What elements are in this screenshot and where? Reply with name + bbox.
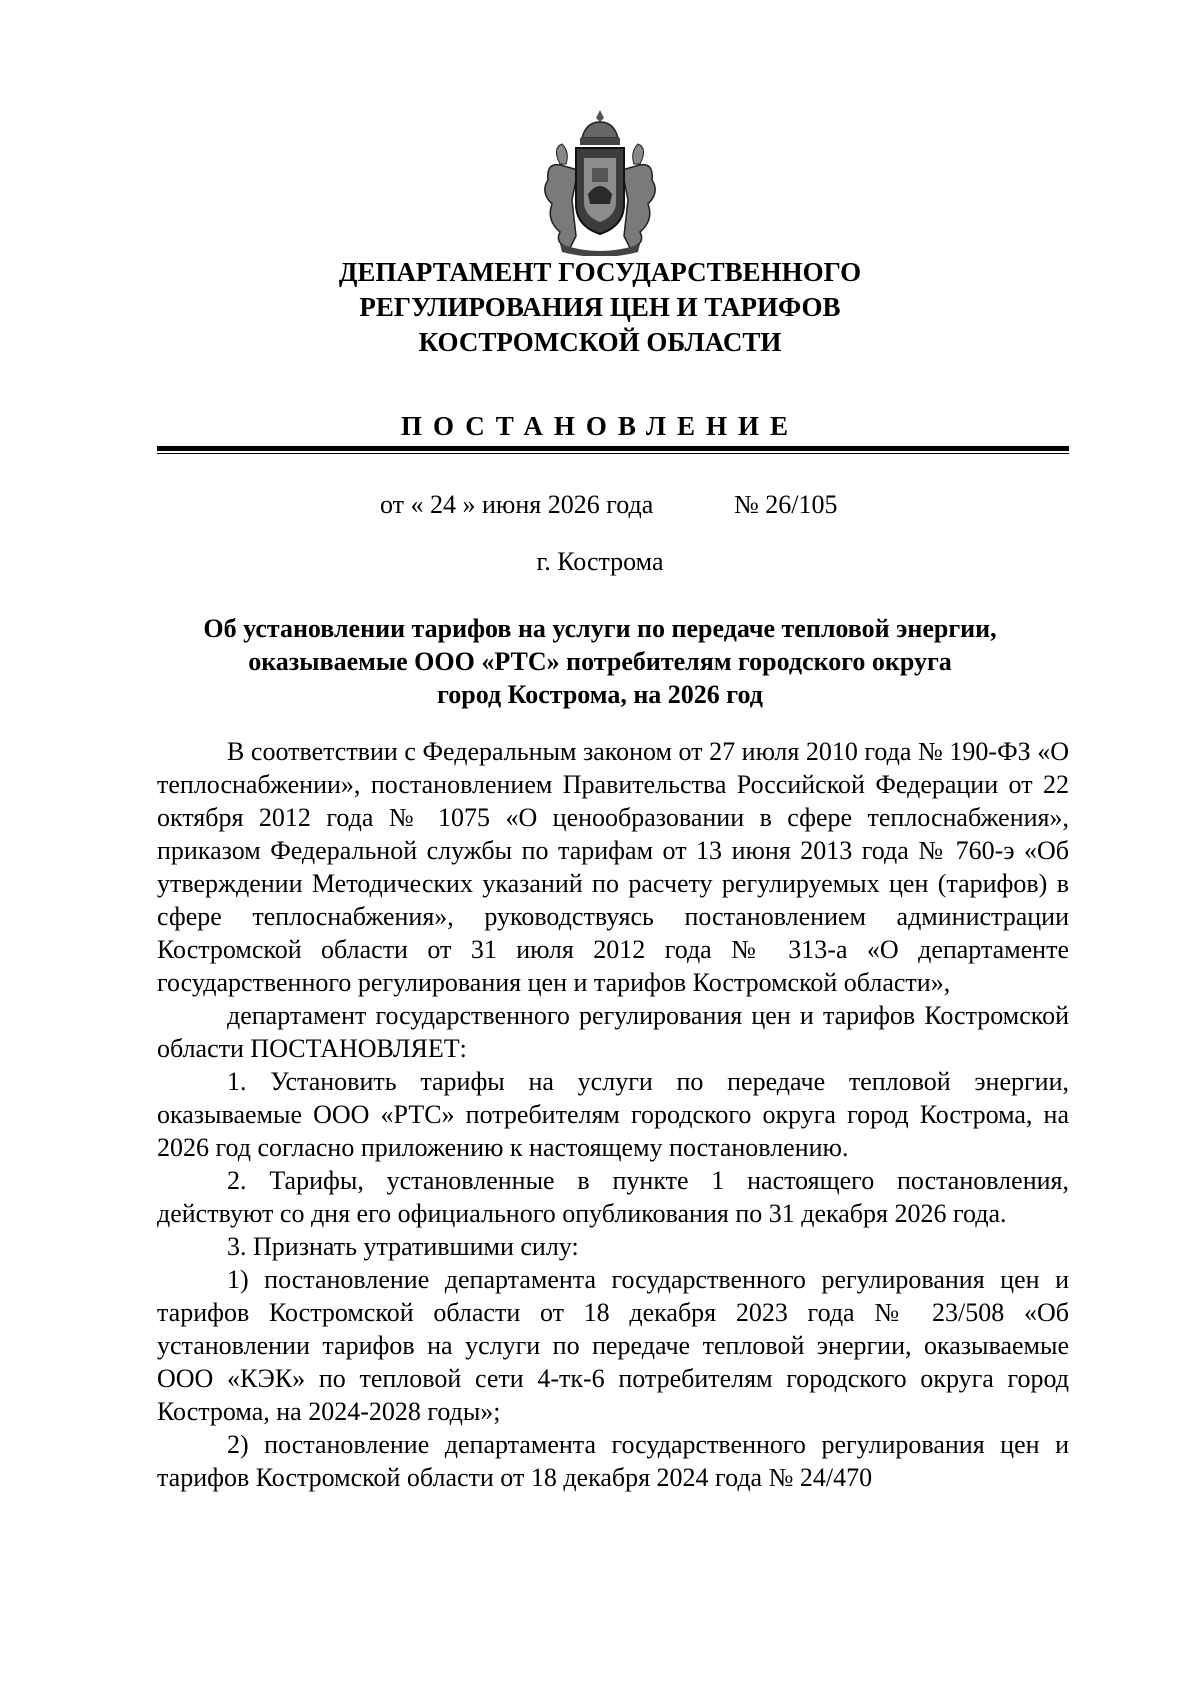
coat-of-arms-emblem — [530, 108, 670, 256]
document-body — [157, 735, 1069, 1494]
subject-line: оказываемые ООО «РТС» потребителям городского округа — [248, 647, 952, 676]
department-name-line-2: РЕГУЛИРОВАНИЯ ЦЕН И ТАРИФОВ — [359, 292, 841, 322]
resolution-paragraph: департамент государственного регулирования цен и тарифов Костромской области ПОСТАНОВЛЯЕТ: — [157, 1001, 1069, 1063]
document-city: г. Кострома — [536, 547, 664, 576]
clause-3-paragraph: 3. Признать утратившими силу: — [227, 1232, 579, 1261]
subject-line: Об установлении тарифов на услуги по передаче тепловой энергии, — [203, 614, 997, 643]
document-subject — [0, 612, 1200, 711]
document-date: от « 24 » июня 2026 года — [380, 490, 654, 519]
document-type-title: ПОСТАНОВЛЕНИЕ — [400, 411, 800, 441]
preamble-paragraph: В соответствии с Федеральным законом от 27 июля 2010 года № 190-ФЗ «О теплоснабжении», постановлением Правительства Российской Федерации от 22 октября 2012 года № 1075 «О ценообразовании в сфере теплоснабжения», приказом Федеральной службы по тарифам от 13 июня 2013 года № 760-э «Об утверждении Методических указаний по расчету регулируемых цен (тарифов) в сфере теплоснабжения», руководствуясь постановлением администрации Костромской области от 31 июля 2012 года № 313-а «О департаменте государственного регулирования цен и тарифов Костромской области», — [157, 737, 1069, 997]
header-divider-thick — [157, 446, 1069, 451]
document-number: № 26/105 — [734, 490, 838, 519]
clause-3-item-1-paragraph: 1) постановление департамента государственного регулирования цен и тарифов Костромской области от 18 декабря 2023 года № 23/508 «Об установлении тарифов на услуги по передаче тепловой энергии, оказываемые ООО «КЭК» по тепловой сети 4-тк-6 потребителям городского округа город Кострома, на 2024-2028 годы»; — [157, 1265, 1069, 1426]
department-name-line-3: КОСТРОМСКОЙ ОБЛАСТИ — [418, 327, 782, 357]
clause-2-paragraph: 2. Тарифы, установленные в пункте 1 настоящего постановления, действуют со дня его официального опубликования по 31 декабря 2026 года. — [157, 1166, 1069, 1228]
clause-1-paragraph: 1. Установить тарифы на услуги по передаче тепловой энергии, оказываемые ООО «РТС» потребителям городского округа город Кострома, на 2026 год согласно приложению к настоящему постановлению. — [157, 1067, 1069, 1162]
department-name-line-1: ДЕПАРТАМЕНТ ГОСУДАРСТВЕННОГО — [338, 257, 862, 287]
subject-line: город Кострома, на 2026 год — [437, 680, 763, 709]
clause-3-item-2-paragraph: 2) постановление департамента государственного регулирования цен и тарифов Костромской области от 18 декабря 2024 года № 24/470 — [157, 1430, 1069, 1492]
header-divider-thin — [157, 453, 1069, 454]
